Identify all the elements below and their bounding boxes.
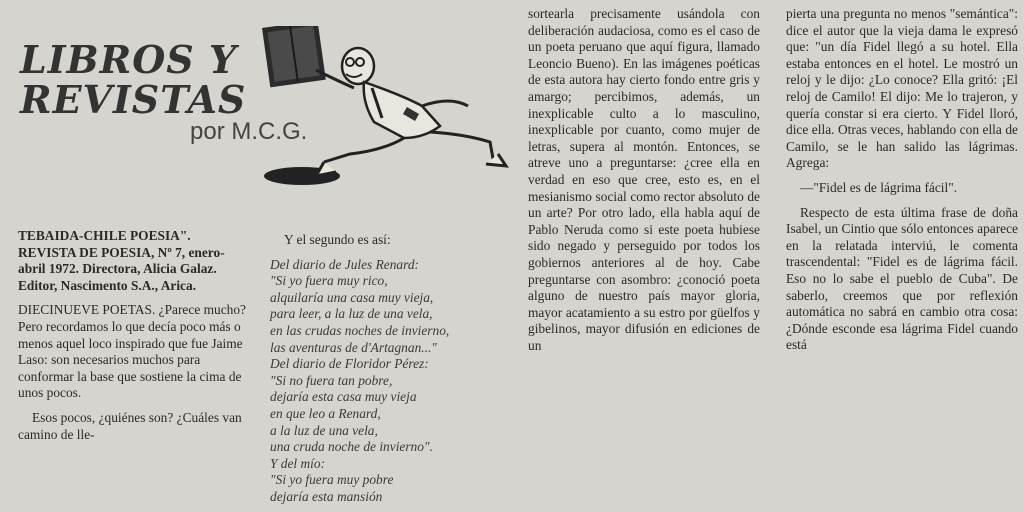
verse-line: alquilaría una casa muy vieja, (270, 289, 434, 305)
byline: por M.C.G. (190, 118, 308, 145)
column-2 (270, 232, 506, 506)
review-paragraph-5: Respecto de esta última frase de doña Isabel, un Cintio que sólo entonces aparece en la relatada interviú, le comenta trascendental: "Fidel es de lágrima fácil. Eso no lo sabe el pueblo de Cuba". De saberlo, creemos que por reflexión automática no sabrá en cambio otra cosa: ¿Dónde esconde esa lágrima Fidel cuando está (786, 204, 1018, 353)
section-title-line2: REVISTAS (20, 77, 247, 122)
verse-line: Del diario de Jules Renard: (270, 256, 419, 272)
section-title-line1: LIBROS Y (20, 37, 238, 82)
section-title (20, 37, 247, 122)
verse-intro: Y el segundo es así: (284, 232, 391, 247)
review-paragraph-1: DIECINUEVE POETAS. ¿Parece mucho? Pero recordamos lo que decía poco más o menos aquel loco inspirado que fue Jaime Laso: son necesarios muchos para conformar la base que sostiene la cima de unos pocos. (18, 302, 246, 401)
verse-line: Del diario de Floridor Pérez: (270, 356, 429, 372)
verse-line: en que leo a Renard, (270, 405, 381, 421)
verse-line: en las crudas noches de invierno, (270, 322, 450, 338)
verse-line: "Si yo fuera muy pobre (270, 472, 394, 488)
column-4 (786, 6, 1018, 354)
review-quote: —"Fidel es de lágrima fácil". (800, 179, 958, 195)
verse-line: a la luz de una vela, (270, 422, 378, 438)
verse-line: las aventuras de d'Artagnan..." (270, 339, 437, 355)
review-paragraph-2: Esos pocos, ¿quiénes son? ¿Cuáles van camino de lle- (18, 409, 242, 442)
column-3 (528, 6, 760, 354)
verse-line: Y del mío: (270, 455, 326, 471)
review-paragraph-4: pierta una pregunta no menos "semántica": dice el autor que la vieja dama le expresó que: "un día Fidel llegó a su hotel. Ella estaba entonces en el hotel. Le mostró un reloj y le dijo: ¿Lo conoce? Ella gritó: ¡El reloj de Camilo! El dijo: Me lo trajeron, y quería constar si era cierto. Y Fidel lloró, dice ella. Otras veces, hablando con ella de Camilo, se le han salido las lágrimas. Agrega: (786, 6, 1018, 171)
verse-line: para leer, a la luz de una vela, (270, 306, 433, 322)
verse-line: dejaría esta casa muy vieja (270, 389, 417, 405)
running-reader-cartoon-icon (254, 26, 514, 190)
verse-line: "Si yo fuera muy rico, (270, 273, 388, 289)
verse-line: una cruda noche de invierno". (270, 439, 433, 455)
section-masthead (14, 26, 514, 206)
column-1 (18, 228, 246, 443)
verse-line: "Si no fuera tan pobre, (270, 372, 393, 388)
verse-line: dejaría esta mansión (270, 488, 383, 504)
review-paragraph-3: sortearla precisamente usándola con deliberación audaciosa, como es el caso de un poeta peruano que aquí figura, llamado Leoncio Bueno). En las imágenes poéticas de esta autora hay cierto fondo entre gris y amargo; percibimos, además, un inexplicable culto a lo masculino, inexplicable por cuanto, como mujer de letras, supera al montón. Entonces, se atreve uno a preguntarse: ¿cree ella en verdad en eso que cree, esto es, en el mesianismo social como rector absoluto de un arte? Por otro lado, ella habla aquí de Pablo Neruda como si este poeta hubiese sido negado y perseguido por todos los gobiernos anteriores al de hoy. Cabe preguntarse con asombro: ¿conoció poeta alguno de nuestro país mayor gloria, mayor acatamiento a su estro por güelfos y gibelinos, mayor difusión en ediciones de un (528, 6, 760, 353)
review-citation: TEBAIDA-CHILE POESIA". REVISTA DE POESIA, Nº 7, enero-abril 1972. Directora, Alicia Galaz. Editor, Nascimento S.A., Arica. (18, 228, 225, 293)
